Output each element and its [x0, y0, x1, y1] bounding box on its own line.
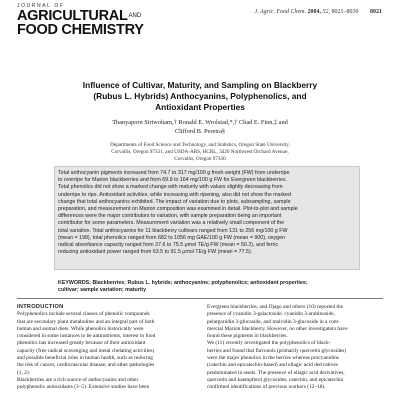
citation-header	[254, 9, 382, 15]
author-line: Clifford B. Pereira§	[174, 128, 226, 135]
abstract-line: contributor for some parameters. Measurement variation was a relatively small component of the	[58, 220, 285, 227]
abstract-line: radical absorbance capacity ranged from 37.6 to 75.5 μmol TE/g FW (mean = 50.2), and ferric	[58, 242, 279, 249]
body-line: Blackberries are a rich source of anthocyanins and other	[17, 376, 139, 383]
body-line: confirmed identifications of previous workers (12–18).	[207, 384, 326, 391]
abstract-line: differences were the major contributors to variation, with sample preparation being an important	[58, 213, 282, 220]
abstract	[58, 170, 356, 256]
body-line: human and animal diets. While phenolics historically were	[17, 325, 144, 332]
citation-volume: 52,	[322, 9, 330, 15]
keywords-text: Blackberries; Rubus L. hybrids; anthocyanins; polyphenolics; antioxidant properties;	[92, 280, 308, 286]
masthead-top: JOURNAL OF	[17, 3, 65, 9]
section-divider	[17, 298, 383, 299]
body-line: predominated in seeds. The presence of ellagic acid derivatives,	[207, 369, 345, 376]
page-number: 8021	[370, 9, 382, 15]
masthead-line1-text: AGRICULTURAL	[17, 8, 128, 24]
keywords-line: cultivar; sample variation; maturity	[58, 287, 147, 294]
abstract-line: total variation. Total anthocyanins for 11 blackberry cultivars ranged from 131 to 256 mg/100 g FW	[58, 227, 288, 234]
body-line: We (11) recently investigated the polyphenolics of black-	[207, 340, 331, 347]
body-line: phenolics has increased greatly because of their antioxidant	[17, 340, 146, 347]
body-line: quercetin and kaempferol glycosides, catechin, and epicatechin	[207, 376, 344, 383]
masthead-line1	[17, 9, 157, 23]
body-line: capacity (free radical scavenging and metal chelating activities)	[17, 347, 155, 354]
body-line: Evergreen blackberries, and Djago and others (10) reported the	[207, 304, 343, 310]
keywords	[58, 280, 356, 294]
body-line: considered in some instances to be antinutrients, interest in food	[17, 333, 156, 340]
abstract-line: Total anthocyanin pigments increased from 74.7 to 317 mg/100 g fresh weight (FW) from underripe	[58, 170, 290, 176]
keywords-line	[58, 280, 356, 287]
body-line: presence of cyanidin 3-galactoside, cyanidin 3-arabinoside,	[207, 311, 335, 318]
body-line: (1, 2).	[17, 369, 31, 376]
body-line: that are secondary plant metabolites and an integral part of both	[17, 318, 155, 325]
affiliation-block	[40, 142, 360, 163]
abstract-line: Total phenolics did not show a marked change with maturity with values slightly decreasing from	[58, 184, 283, 191]
title-line: (Rubus L. Hybrids) Anthocyanins, Polyphenolics, and	[93, 91, 307, 101]
body-line: the risk of cancer, cardiovascular disease, and other pathologies	[17, 362, 155, 369]
abstract-line: to overripe for Marion blackberries and from 69.9 to 164 mg/100 g FW for Evergreen blackberries.	[58, 177, 288, 184]
affiliation-line: Corvallis, Oregon 97330	[174, 156, 226, 162]
title-line: Influence of Cultivar, Maturity, and Sampling on Blackberry	[82, 80, 318, 90]
masthead-line2: FOOD CHEMISTRY	[17, 22, 144, 38]
body-line: mercial Marion blackberry. However, no other investigators have	[207, 325, 348, 332]
journal-masthead	[17, 3, 157, 37]
body-line: pelargonidin 3-glucoside, and malvidin 3-glucoside in a com-	[207, 318, 340, 325]
affiliation-line: Corvallis, Oregon 97331, and USDA-ARS, HCRL, 3420 Northwest Orchard Avenue,	[111, 149, 289, 155]
title-line: Antioxidant Properties	[155, 102, 245, 112]
body-line: Polyphenolics include several classes of phenolic compounds	[17, 311, 150, 318]
abstract-line: preparation, and measurement on Marion composition was examined in detail. Plot-to-plot and sample	[58, 206, 298, 213]
body-line: polyphenolic antioxidants (3–5). Extensive studies have been	[17, 384, 150, 391]
body-line: and possible beneficial roles in human health, such as reducing	[17, 355, 153, 362]
body-line: were the major phenolics in the berries whereas procyanidins	[207, 355, 340, 362]
abstract-line: reducing antioxidant power ranged from 63.5 to 91.5 μmol TE/g FW (mean = 77.5).	[58, 249, 253, 256]
citation-pages: 8021–8030	[331, 9, 359, 15]
citation-year: 2004,	[307, 9, 321, 15]
abstract-line: underripe to ripe. Antioxidant activities, while increasing with ripening, also did not show the marked	[58, 191, 291, 198]
affiliation-line: Departments of Food Science and Technology, and Statistics, Oregon State University,	[110, 142, 290, 148]
body-line: (catechin and epicatechin-based) and ellagic acid derivatives	[207, 362, 338, 369]
abstract-line: (mean = 198), total phenolics ranged from 682 to 1056 mg GAE/100 g FW (mean = 900), oxygen	[58, 234, 286, 241]
body-line: berries and found that flavonols (primarily quercetin glycosides)	[207, 347, 347, 354]
article-title	[52, 80, 348, 113]
body-line: found these pigments in blackberries.	[207, 333, 288, 340]
section-heading-introduction: INTRODUCTION	[17, 304, 64, 310]
citation-journal: J. Agric. Food Chem.	[254, 9, 306, 15]
keywords-label: KEYWORDS:	[58, 280, 91, 286]
body-column-right	[207, 304, 383, 392]
abstract-line: change that total anthocyanins exhibited. The impact of variation due to plots, subsampling, sample	[58, 198, 291, 205]
body-column-left	[17, 304, 193, 392]
author-line: Thanyaporn Siriwoharn,† Ronald E. Wrolstad,*,† Chad E. Finn,‡ and	[112, 119, 288, 126]
author-list	[40, 118, 360, 136]
masthead-and: AND	[128, 13, 142, 19]
